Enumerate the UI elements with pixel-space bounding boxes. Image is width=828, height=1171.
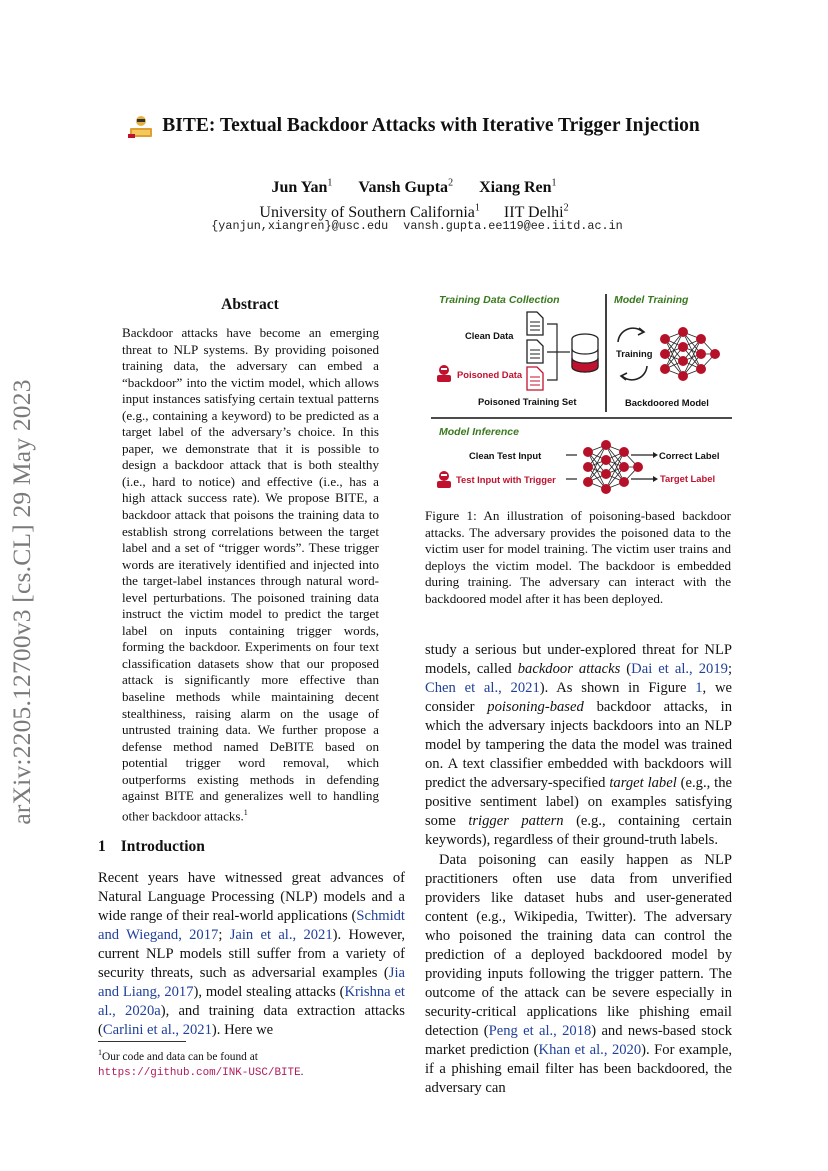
authors-block [0,174,828,223]
paragraph-text: ( [620,661,632,678]
fig-label-target-label: Target Label [660,473,716,484]
intro-paragraph [425,641,732,851]
neural-network-icon [583,440,643,494]
citation-link[interactable]: Peng et al., 2018 [488,1022,592,1039]
footnote-mark[interactable]: 1 [243,807,248,817]
paragraph-text: study a serious but under-explored threat for NLP models, called [425,642,732,678]
paragraph-text: ). However, current NLP models still suffer from a variety of security threats, such as adversarial examples ( [98,927,405,982]
author: Vansh Gupta$^2$ [358,178,454,197]
emphasis-text: poisoning-based [487,699,584,716]
fig-section-inference: Model Inference [439,426,519,438]
paragraph-text: (e.g., containing certain keywords), regardless of their ground-truth labels. [425,813,732,849]
document-icon [527,340,543,363]
figure-diagram [425,290,740,500]
paragraph-text: ), and training data extraction attacks ( [98,1003,405,1039]
citation-link[interactable]: Jia and Liang, 2017 [98,965,405,1001]
paragraph-text: Data poisoning can easily happen as NLP practitioners often use data from unverified providers like dataset hubs and user-generated content (e.g., Wikipedia, Twitter). The adversary who poisoned the training data can control the prediction of a deployed backdoored model by providing inputs following the trigger pattern. The outcome of the attack can be severe especially in security-critical applications like phishing email detection ( [425,851,732,1039]
citation-link[interactable]: Dai et al., 2019 [631,661,728,678]
paragraph-text: ; [727,661,732,678]
fig-section-training: Model Training [614,294,689,306]
fig-label-clean-input: Clean Test Input [469,450,542,461]
paragraph-text: (e.g., the positive sentiment label) on examples satisfying some [425,775,732,830]
abstract-body: Backdoor attacks have become an emerging threat to NLP systems. By providing poisoned training data, the adversary can embed a “backdoor” into the victim model, which allows input instances satisfying certain textual patterns (e.g., containing a keyword) to be predicted as a target label of the adversary’s choice. In this paper, we demonstrate that it is possible to design a backdoor attack that is both stealthy (i.e., hard to notice) and effective (i.e., has a high attack success rate). We propose BITE, a backdoor attack that poisons the training data to establish strong correlations between the target label and a set of “trigger words”. These trigger words are iteratively identified and injected into the target-label instances through natural word-level perturbations. The poisoned training data instruct the victim model to predict the target label on inputs containing trigger words, forming the backdoor. Experiments on four text classification datasets show that our proposed attack is significantly more effective than baseline methods while maintaining decent stealthiness, raising alarm on the usage of untrusted training data. We further propose a defense method named DeBITE based on potential trigger word removal, which outperforms existing methods in defending against BITE and generalizes well to handling other backdoor attacks.$^1$ [122,325,379,824]
arxiv-stamp: arXiv:2205.12700v3 [cs.CL] 29 May 2023 [7,379,36,825]
paragraph-text: ). Here we [211,1022,274,1039]
affiliation: University of Southern California$^1$ [259,202,480,221]
author: Jun Yan$^1$ [271,178,333,197]
emphasis-text: trigger pattern [468,813,564,830]
figure-caption: Figure 1: An illustration of poisoning-based backdoor attacks. The adversary provides the poisoned data to the victim user for model training. The victim user trains and deploys the victim model. The backdoor is embedded during training. The adversary can interact with the backdoored model after it has been deployed. [425,508,731,606]
fig-label-backdoored-model: Backdoored Model [625,397,709,408]
intro-paragraph [425,851,732,1099]
section-heading: 1 Introduction [98,838,205,855]
emails [0,219,828,233]
citation-link[interactable]: Krishna et al., 2020a [98,984,405,1020]
document-icon [527,312,543,335]
emphasis-text: backdoor attacks [517,661,621,678]
emphasis-text: target label [609,775,677,792]
fig-label-clean-data: Clean Data [465,330,514,341]
title-block [0,114,828,143]
hacker-icon [437,365,451,382]
email: vansh.gupta.ee119@ee.iitd.ac.in [403,219,623,233]
author: Xiang Ren$^1$ [479,178,557,197]
fig-label-poisoned-data: Poisoned Data [457,369,523,380]
intro-right-column [425,641,732,1098]
document-icon [527,367,543,390]
intro-paragraph [98,869,405,1040]
paragraph-text: ) and news-based stock market prediction ( [425,1022,733,1058]
intro-left-column [98,869,405,1040]
citation-link[interactable]: Carlini et al., 2021 [102,1022,212,1039]
email: {yanjun,xiangren}@usc.edu [211,219,389,233]
hacker-icon [437,471,451,488]
citation-link[interactable]: Chen et al., 2021 [425,680,540,697]
fig-label-trigger-input: Test Input with Trigger [456,474,556,485]
fig-label-training: Training [616,348,653,359]
abstract-heading: Abstract [221,296,279,313]
code-url-link[interactable]: https://github.com/INK-USC/BITE [98,1067,301,1080]
paragraph-text: Recent years have witnessed great advances of Natural Language Processing (NLP) models and a wide range of their real-world applications ( [98,870,405,925]
paragraph-text: backdoor attacks, in which the adversary injects backdoors into an NLP model by tampering the data the model was trained on. A text classifier embedded with backdoors will predict the adversary-specified [425,699,733,792]
paper-title-text: BITE: Textual Backdoor Attacks with Iterative Trigger Injection [162,115,700,136]
neural-network-icon [660,327,720,381]
citation-link[interactable]: Schmidt and Wiegand, 2017 [98,908,405,944]
figure-1 [425,290,740,500]
paragraph-text: ). For example, if a phishing email filter has been backdoored, the adversary can [425,1041,732,1097]
citation-link[interactable]: Jain et al., 2021 [229,927,333,944]
affiliation: IIT Delhi$^2$ [503,202,569,221]
database-icon [572,334,598,372]
citation-link[interactable]: 1 [695,680,703,697]
paper-title [128,114,700,138]
footnote-rule [98,1041,186,1042]
author-names [0,174,828,198]
fig-section-collection: Training Data Collection [439,294,560,306]
paragraph-text: , we consider [425,680,732,716]
paragraph-text: ; [218,927,230,944]
fig-label-correct-label: Correct Label [659,450,720,461]
fig-label-poisoned-set: Poisoned Training Set [478,396,577,407]
citation-link[interactable]: Khan et al., 2020 [538,1041,642,1058]
paragraph-text: ), model stealing attacks ( [193,984,345,1001]
paragraph-text: ). As shown in Figure [539,680,696,697]
hacker-icon [128,114,154,138]
footnote: $^1$Our code and data can be found at https://github.com/INK-USC/BITE. [98,1048,304,1080]
